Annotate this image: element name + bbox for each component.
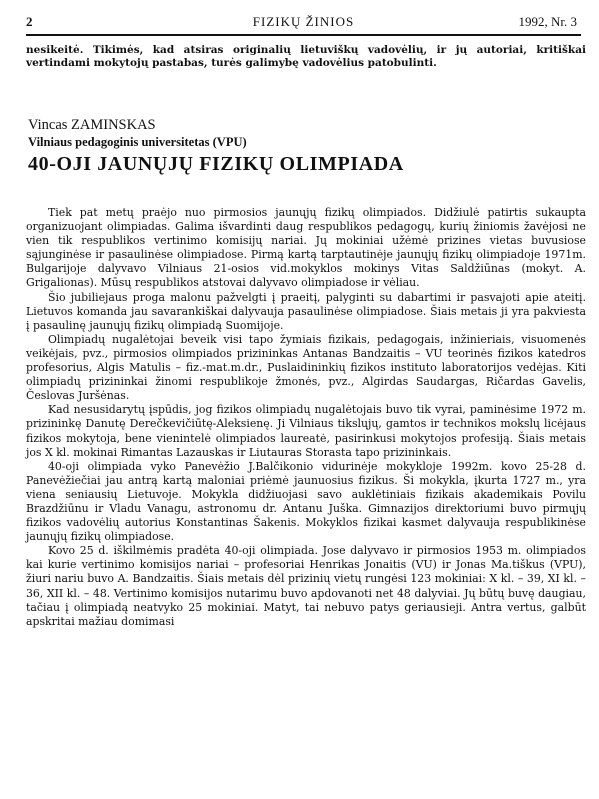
running-header [26, 10, 581, 36]
page-number: 2 [26, 14, 33, 29]
journal-title: FIZIKŲ ŽINIOS [252, 14, 355, 29]
article-body [26, 206, 586, 629]
paragraph: Kovo 25 d. iškilmėmis pradėta 40-oji olimpiada. Jose dalyvavo ir pirmosios 1953 m. olimpiados kai kurie vertinimo komisijos nariai – profesoriai Henrikas Jonaitis (VU) ir Jonas Ma.tiškus (VPU), žiuri nariu buvo A. Bandzaitis. Šiais metais dėl prizinių vietų rungėsi 123 mokiniai: X kl. – 39, XI kl. – 36, XII kl. – 48. Vertinimo komisijos nutarimu buvo apdovanoti net 48 dalyviai. Jų būtų buvę daugiau, tačiau į olimpiadą neatvyko 25 mokiniai. Matyt, tai nebuvo patys geriausieji. Antra vertus, galbūt apskritai mažiau domimasi [26, 544, 586, 628]
paragraph: Kad nesusidarytų įspūdis, jog fizikos olimpiadų nugalėtojais buvo tik vyrai, paminėsime 1972 m. prizininkę Danutę Derečkevičiūtę-Aleksienę. Ji Vilniaus tikslųjų, gamtos ir technikos mokslų licėjaus fizikos mokytoja, bene vienintelė olimpiados laureatė, pasirinkusi mokytojos profesiją. Šiais metais jos X kl. mokinai Rimantas Lazauskas ir Liutauras Storasta tapo prizininkais. [26, 403, 586, 459]
paragraph: Olimpiadų nugalėtojai beveik visi tapo žymiais fizikais, pedagogais, inžinieriais, visuomenės veikėjais, pvz., pirmosios olimpiados prizininkas Antanas Bandzaitis – VU teorinės fizikos katedros profesorius, Algis Matulis – fiz.-mat.m.dr., Puslaidininkių fizikos instituto laboratorijos vedėjas. Kiti olimpiadų prizininkai žinomi respublikoje žmonės, pvz., Algirdas Saudargas, Ričardas Gavelis, Česlovas Juršėnas. [26, 332, 586, 403]
paragraph: Tiek pat metų praėjo nuo pirmosios jaunųjų fizikų olimpiados. Didžiulė patirtis sukaupta organizuojant olimpiadas. Galima išvardinti daug respublikos pedagogų, kurių žiniomis žavėjosi ne vien tik respublikos vertinimo komisijų nariai. Jų mokiniai užėmė prizines vietas buvusiose sąjunginėse ir pasaulinėse olimpiadose. Pirmą kartą tarptautinėje jaunųjų fizikų olimpiadoje 1971m. Bulgarijoje dalyvavo Vilniaus 21-osios vid.mokyklos mokinys Vitas Saldžiūnas (mokyt. A. Grigalionas). Mūsų respublikos atstovai dalyvavo olimpiadose ir vėliau. [26, 206, 586, 290]
author-affiliation: Vilniaus pedagoginis universitetas (VPU) [28, 135, 247, 149]
paragraph: Šio jubiliejaus proga malonu pažvelgti į praeitį, palyginti su dabartimi ir pasvajoti apie ateitį. Lietuvos komanda jau savarankiškai dalyvauja pasaulinėse olimpiadose. Šiais metais ji yra pakviesta į pasaulinę jaunųjų fizikų olimpiadą Suomijoje. [26, 290, 586, 332]
previous-article-ending: nesikeitė. Tikimės, kad atsiras originalių lietuviškų vadovėlių, ir jų autoriai, kritiškai vertindami mokytojų pastabas, turės galimybę vadovėlius patobulinti. [26, 44, 586, 69]
article-author: Vincas ZAMINSKAS [28, 117, 156, 133]
issue-number: 1992, Nr. 3 [518, 14, 577, 29]
article-title: 40-OJI JAUNŲJŲ FIZIKŲ OLIMPIADA [28, 153, 404, 175]
paragraph: 40-oji olimpiada vyko Panevėžio J.Balčikonio vidurinėje mokykloje 1992m. kovo 25-28 d. Panevėžiečiai jau antrą kartą maloniai priėmė jaunuosius fizikus. Ši mokykla, įkurta 1727 m., yra viena seniausių Lietuvoje. Mokykla didžiuojasi savo auklėtiniais fizikais akademikais Povilu Brazdžiūnu ir Vladu Vanagu, astronomu dr. Antanu Juška. Gimnazijos direktoriumi buvo pirmųjų fizikos vadovėlių autorius Konstantinas Šakenis. Mokyklos fizikai kasmet dalyvauja respublikinėse jaunųjų fizikų olimpiadose. [26, 459, 586, 544]
